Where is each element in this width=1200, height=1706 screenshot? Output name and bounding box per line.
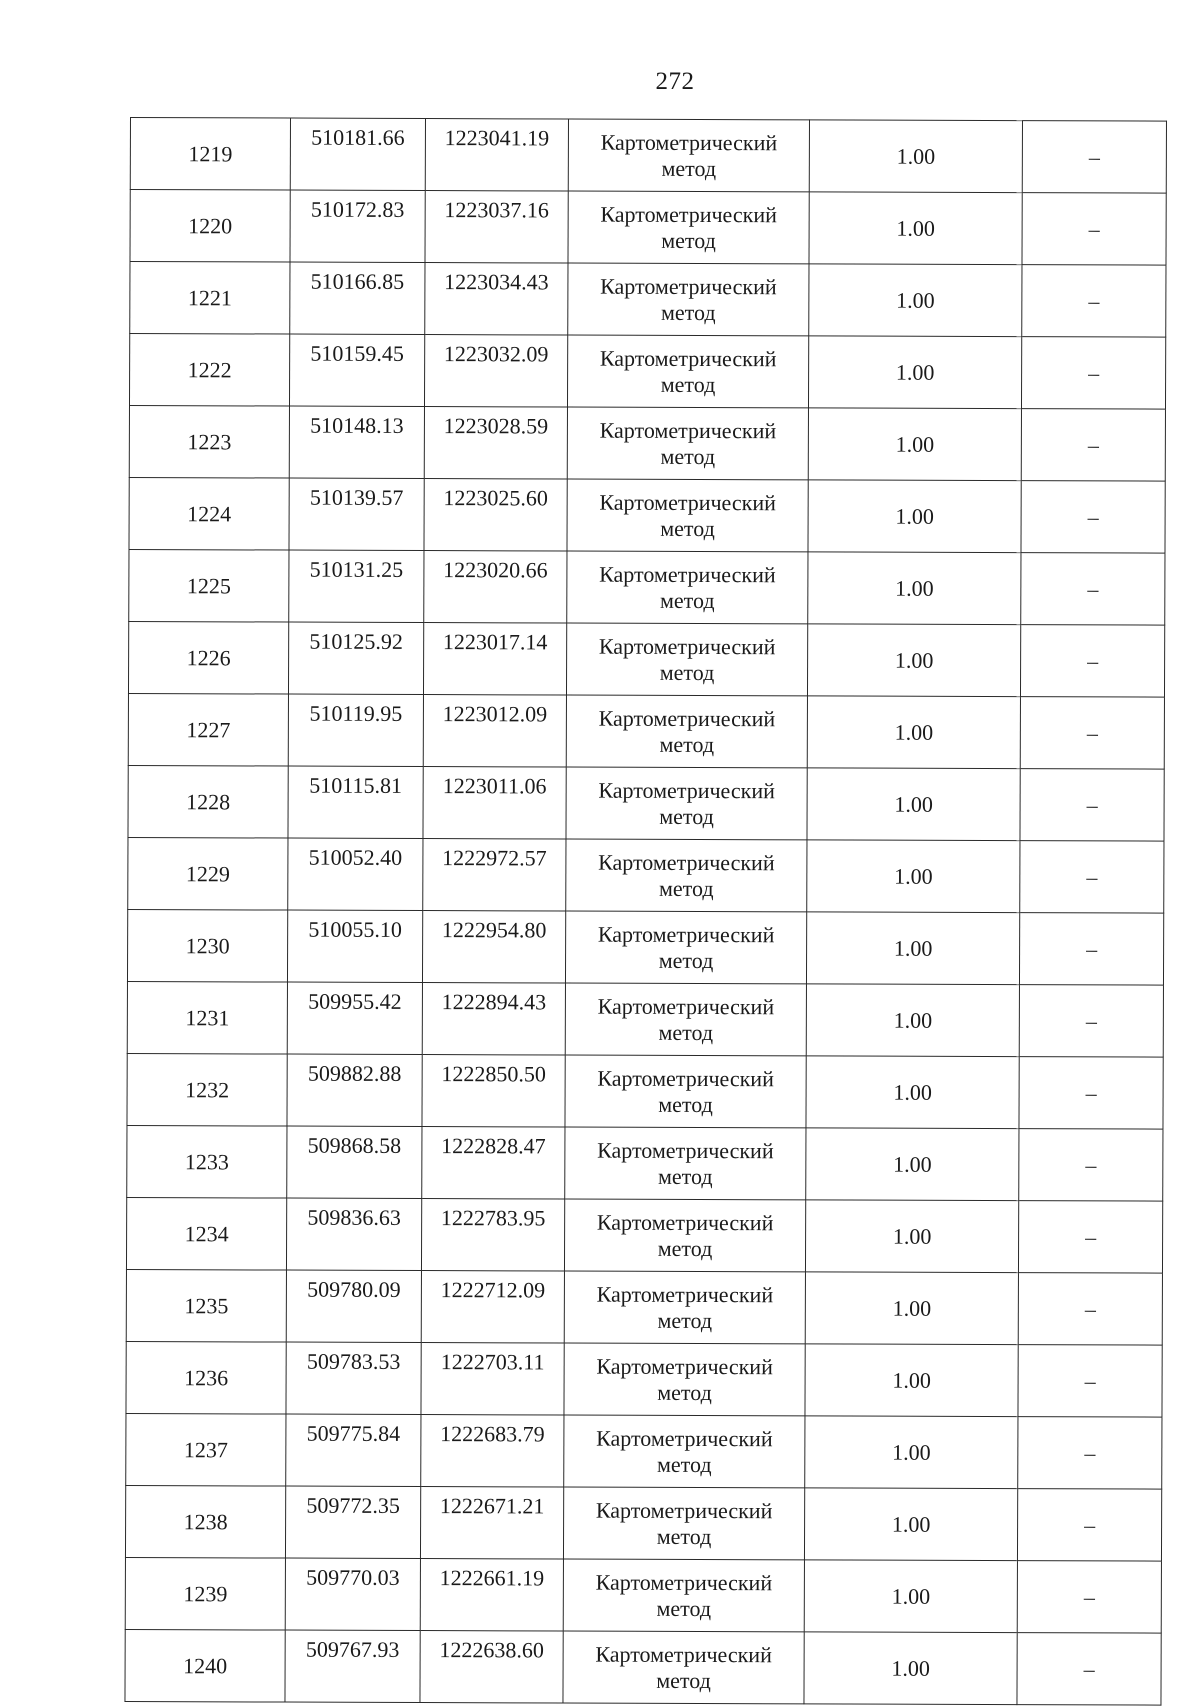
method-cell — [566, 839, 807, 912]
x-coordinate-cell: 510125.92 — [288, 622, 423, 694]
method-text-line1: Картометрический — [599, 561, 776, 588]
accuracy-cell: 1.00 — [805, 1416, 1018, 1489]
point-number-cell: 1237 — [126, 1413, 286, 1486]
table-row — [128, 765, 1164, 841]
note-cell: – — [1019, 913, 1163, 986]
method-text-line1: Картометрический — [595, 1641, 772, 1668]
coordinates-table-body — [125, 118, 1167, 1706]
point-number-cell: 1233 — [127, 1125, 287, 1198]
x-coordinate-cell: 510115.81 — [288, 766, 423, 838]
note-cell: – — [1018, 1201, 1162, 1274]
y-coordinate-cell: 1223041.19 — [425, 119, 568, 191]
x-coordinate-cell: 509868.58 — [287, 1126, 422, 1198]
method-text-line2: метод — [656, 1595, 712, 1621]
y-coordinate-cell: 1223034.43 — [425, 263, 568, 335]
note-cell: – — [1022, 121, 1166, 194]
method-text-line2: метод — [659, 659, 715, 685]
point-number-cell: 1227 — [128, 693, 288, 766]
accuracy-cell: 1.00 — [806, 1056, 1019, 1129]
method-cell — [563, 1631, 804, 1704]
method-cell — [567, 551, 808, 624]
method-text-line2: метод — [657, 1235, 713, 1261]
accuracy-cell: 1.00 — [808, 480, 1021, 553]
y-coordinate-cell: 1222661.19 — [420, 1559, 563, 1631]
x-coordinate-cell: 509955.42 — [287, 982, 422, 1054]
method-text-line1: Картометрический — [598, 633, 776, 660]
table-row — [125, 1485, 1161, 1561]
method-text-line1: Картометрический — [600, 273, 777, 300]
note-cell: – — [1019, 985, 1163, 1058]
method-cell — [565, 1055, 806, 1128]
accuracy-cell: 1.00 — [809, 120, 1022, 193]
method-text-line1: Картометрический — [597, 1065, 774, 1092]
point-number-cell: 1225 — [129, 549, 289, 622]
x-coordinate-cell: 510159.45 — [289, 334, 424, 406]
method-text-line2: метод — [661, 227, 716, 253]
method-text-line1: Картометрический — [596, 1353, 773, 1380]
x-coordinate-cell: 510166.85 — [290, 262, 425, 334]
method-cell — [565, 983, 806, 1056]
point-number-cell: 1223 — [129, 406, 289, 479]
table-row — [127, 1053, 1163, 1129]
point-number-cell: 1228 — [128, 765, 288, 838]
y-coordinate-cell: 1222783.95 — [421, 1199, 564, 1271]
point-number-cell: 1240 — [125, 1629, 285, 1702]
point-number-cell: 1222 — [129, 334, 289, 407]
method-text-line2: метод — [659, 587, 715, 613]
table-row — [128, 621, 1164, 697]
accuracy-cell: 1.00 — [806, 1128, 1019, 1201]
method-text-line2: метод — [658, 947, 714, 973]
y-coordinate-cell: 1222894.43 — [422, 983, 565, 1055]
table-row — [129, 406, 1165, 482]
table-row — [127, 1125, 1163, 1201]
y-coordinate-cell: 1223020.66 — [424, 551, 567, 623]
table-row — [127, 909, 1163, 985]
accuracy-cell: 1.00 — [807, 624, 1020, 697]
y-coordinate-cell: 1222683.79 — [421, 1415, 564, 1487]
method-cell — [565, 1127, 806, 1200]
table-row — [126, 1341, 1162, 1417]
y-coordinate-cell: 1222671.21 — [420, 1487, 563, 1559]
accuracy-cell: 1.00 — [807, 768, 1020, 841]
method-text-line1: Картометрический — [596, 1281, 774, 1308]
note-cell: – — [1021, 337, 1165, 410]
accuracy-cell: 1.00 — [807, 696, 1020, 769]
method-text-line2: метод — [656, 1451, 712, 1477]
table-row — [130, 190, 1166, 266]
method-text-line1: Картометрический — [597, 921, 775, 948]
method-cell — [567, 479, 808, 552]
y-coordinate-cell: 1222972.57 — [423, 839, 566, 911]
accuracy-cell: 1.00 — [808, 552, 1021, 625]
method-text-line1: Картометрический — [596, 1209, 774, 1236]
method-cell — [564, 1199, 805, 1272]
note-cell: – — [1018, 1345, 1162, 1418]
page-number: 272 — [655, 68, 695, 95]
method-text-line2: метод — [660, 299, 716, 325]
accuracy-cell: 1.00 — [804, 1632, 1017, 1705]
y-coordinate-cell: 1223012.09 — [423, 695, 566, 767]
table-row — [130, 262, 1166, 338]
x-coordinate-cell: 509775.84 — [286, 1414, 421, 1486]
accuracy-cell: 1.00 — [809, 192, 1022, 265]
method-text-line2: метод — [661, 155, 717, 181]
table-row — [128, 693, 1164, 769]
note-cell: – — [1018, 1273, 1162, 1346]
method-text-line2: метод — [657, 1307, 713, 1333]
point-number-cell: 1235 — [126, 1269, 286, 1342]
note-cell: – — [1017, 1489, 1161, 1562]
table-row — [125, 1557, 1161, 1633]
accuracy-cell: 1.00 — [804, 1560, 1017, 1633]
note-cell: – — [1022, 265, 1166, 338]
table-row — [126, 1413, 1162, 1489]
method-cell — [565, 911, 806, 984]
table-row — [130, 118, 1166, 194]
method-text-line1: Картометрический — [598, 705, 776, 732]
note-cell: – — [1022, 193, 1166, 266]
table-row — [129, 334, 1165, 410]
method-cell — [566, 623, 807, 696]
method-text-line1: Картометрический — [595, 1569, 773, 1596]
table-row — [127, 981, 1163, 1057]
note-cell: – — [1019, 1129, 1163, 1202]
accuracy-cell: 1.00 — [808, 408, 1021, 481]
y-coordinate-cell: 1223032.09 — [424, 335, 567, 407]
note-cell: – — [1018, 1417, 1162, 1490]
y-coordinate-cell: 1223037.16 — [425, 191, 568, 263]
note-cell: – — [1017, 1561, 1161, 1634]
method-text-line2: метод — [656, 1667, 711, 1693]
method-text-line1: Картометрический — [599, 345, 777, 372]
point-number-cell: 1220 — [130, 190, 290, 263]
method-text-line2: метод — [657, 1379, 712, 1405]
y-coordinate-cell: 1222638.60 — [420, 1631, 563, 1703]
method-cell — [568, 119, 809, 192]
x-coordinate-cell: 510181.66 — [290, 118, 425, 190]
y-coordinate-cell: 1222712.09 — [421, 1271, 564, 1343]
method-text-line1: Картометрический — [599, 489, 776, 516]
point-number-cell: 1229 — [128, 837, 288, 910]
y-coordinate-cell: 1222828.47 — [422, 1127, 565, 1199]
method-text-line1: Картометрический — [600, 201, 777, 228]
method-cell — [566, 695, 807, 768]
method-text-line1: Картометрический — [599, 417, 777, 444]
point-number-cell: 1234 — [126, 1197, 286, 1270]
table-row — [129, 549, 1165, 625]
point-number-cell: 1238 — [125, 1485, 285, 1558]
table-row — [125, 1629, 1161, 1705]
y-coordinate-cell: 1222850.50 — [422, 1055, 565, 1127]
table-row — [129, 477, 1165, 553]
accuracy-cell: 1.00 — [806, 984, 1019, 1057]
method-text-line1: Картометрический — [597, 1137, 774, 1164]
method-text-line2: метод — [660, 371, 716, 397]
note-cell: – — [1020, 625, 1164, 698]
method-cell — [564, 1415, 805, 1488]
point-number-cell: 1224 — [129, 477, 289, 550]
accuracy-cell: 1.00 — [805, 1200, 1018, 1273]
point-number-cell: 1226 — [128, 621, 288, 694]
method-cell — [564, 1343, 805, 1416]
point-number-cell: 1236 — [126, 1341, 286, 1414]
method-cell — [568, 191, 809, 264]
method-cell — [563, 1487, 804, 1560]
table-row — [126, 1197, 1162, 1273]
x-coordinate-cell: 509882.88 — [287, 1054, 422, 1126]
method-text-line2: метод — [657, 1163, 713, 1189]
x-coordinate-cell: 509836.63 — [286, 1198, 421, 1270]
x-coordinate-cell: 509772.35 — [285, 1486, 420, 1558]
x-coordinate-cell: 510139.57 — [289, 478, 424, 550]
x-coordinate-cell: 510172.83 — [290, 190, 425, 262]
y-coordinate-cell: 1223025.60 — [424, 479, 567, 551]
method-text-line1: Картометрический — [600, 129, 778, 156]
note-cell: – — [1020, 841, 1164, 914]
y-coordinate-cell: 1223011.06 — [423, 767, 566, 839]
method-text-line2: метод — [659, 803, 714, 829]
point-number-cell: 1239 — [125, 1557, 285, 1630]
x-coordinate-cell: 509780.09 — [286, 1270, 421, 1342]
method-text-line2: метод — [660, 443, 716, 469]
note-cell: – — [1019, 1057, 1163, 1130]
x-coordinate-cell: 510148.13 — [289, 406, 424, 478]
method-text-line2: метод — [659, 731, 715, 757]
method-cell — [567, 407, 808, 480]
point-number-cell: 1230 — [127, 909, 287, 982]
note-cell: – — [1017, 1633, 1161, 1706]
method-text-line2: метод — [660, 515, 715, 541]
y-coordinate-cell: 1222954.80 — [422, 911, 565, 983]
accuracy-cell: 1.00 — [808, 336, 1021, 409]
method-cell — [568, 263, 809, 336]
method-text-line1: Картометрический — [596, 1425, 773, 1452]
note-cell: – — [1021, 481, 1165, 554]
point-number-cell: 1232 — [127, 1053, 287, 1126]
point-number-cell: 1231 — [127, 981, 287, 1054]
method-text-line2: метод — [658, 1091, 713, 1117]
point-number-cell: 1219 — [130, 118, 290, 191]
accuracy-cell: 1.00 — [807, 840, 1020, 913]
accuracy-cell: 1.00 — [806, 912, 1019, 985]
method-text-line1: Картометрический — [597, 993, 775, 1020]
method-text-line2: метод — [658, 875, 714, 901]
coordinates-table — [124, 117, 1167, 1706]
method-text-line1: Картометрический — [598, 849, 775, 876]
x-coordinate-cell: 510052.40 — [288, 838, 423, 910]
y-coordinate-cell: 1222703.11 — [421, 1343, 564, 1415]
x-coordinate-cell: 510119.95 — [288, 694, 423, 766]
point-number-cell: 1221 — [130, 262, 290, 335]
method-text-line2: метод — [656, 1523, 712, 1549]
note-cell: – — [1020, 769, 1164, 842]
note-cell: – — [1020, 697, 1164, 770]
accuracy-cell: 1.00 — [804, 1488, 1017, 1561]
note-cell: – — [1021, 553, 1165, 626]
x-coordinate-cell: 509770.03 — [285, 1558, 420, 1630]
method-text-line1: Картометрический — [595, 1497, 773, 1524]
x-coordinate-cell: 510131.25 — [289, 550, 424, 622]
x-coordinate-cell: 509783.53 — [286, 1342, 421, 1414]
method-cell — [567, 335, 808, 408]
method-text-line1: Картометрический — [598, 777, 775, 804]
accuracy-cell: 1.00 — [805, 1272, 1018, 1345]
method-cell — [563, 1559, 804, 1632]
y-coordinate-cell: 1223028.59 — [424, 407, 567, 479]
table-row — [126, 1269, 1162, 1345]
method-text-line2: метод — [658, 1019, 714, 1045]
x-coordinate-cell: 510055.10 — [287, 910, 422, 982]
table-row — [128, 837, 1164, 913]
x-coordinate-cell: 509767.93 — [285, 1630, 420, 1702]
accuracy-cell: 1.00 — [809, 264, 1022, 337]
note-cell: – — [1021, 409, 1165, 482]
y-coordinate-cell: 1223017.14 — [423, 623, 566, 695]
method-cell — [564, 1271, 805, 1344]
accuracy-cell: 1.00 — [805, 1344, 1018, 1417]
method-cell — [566, 767, 807, 840]
